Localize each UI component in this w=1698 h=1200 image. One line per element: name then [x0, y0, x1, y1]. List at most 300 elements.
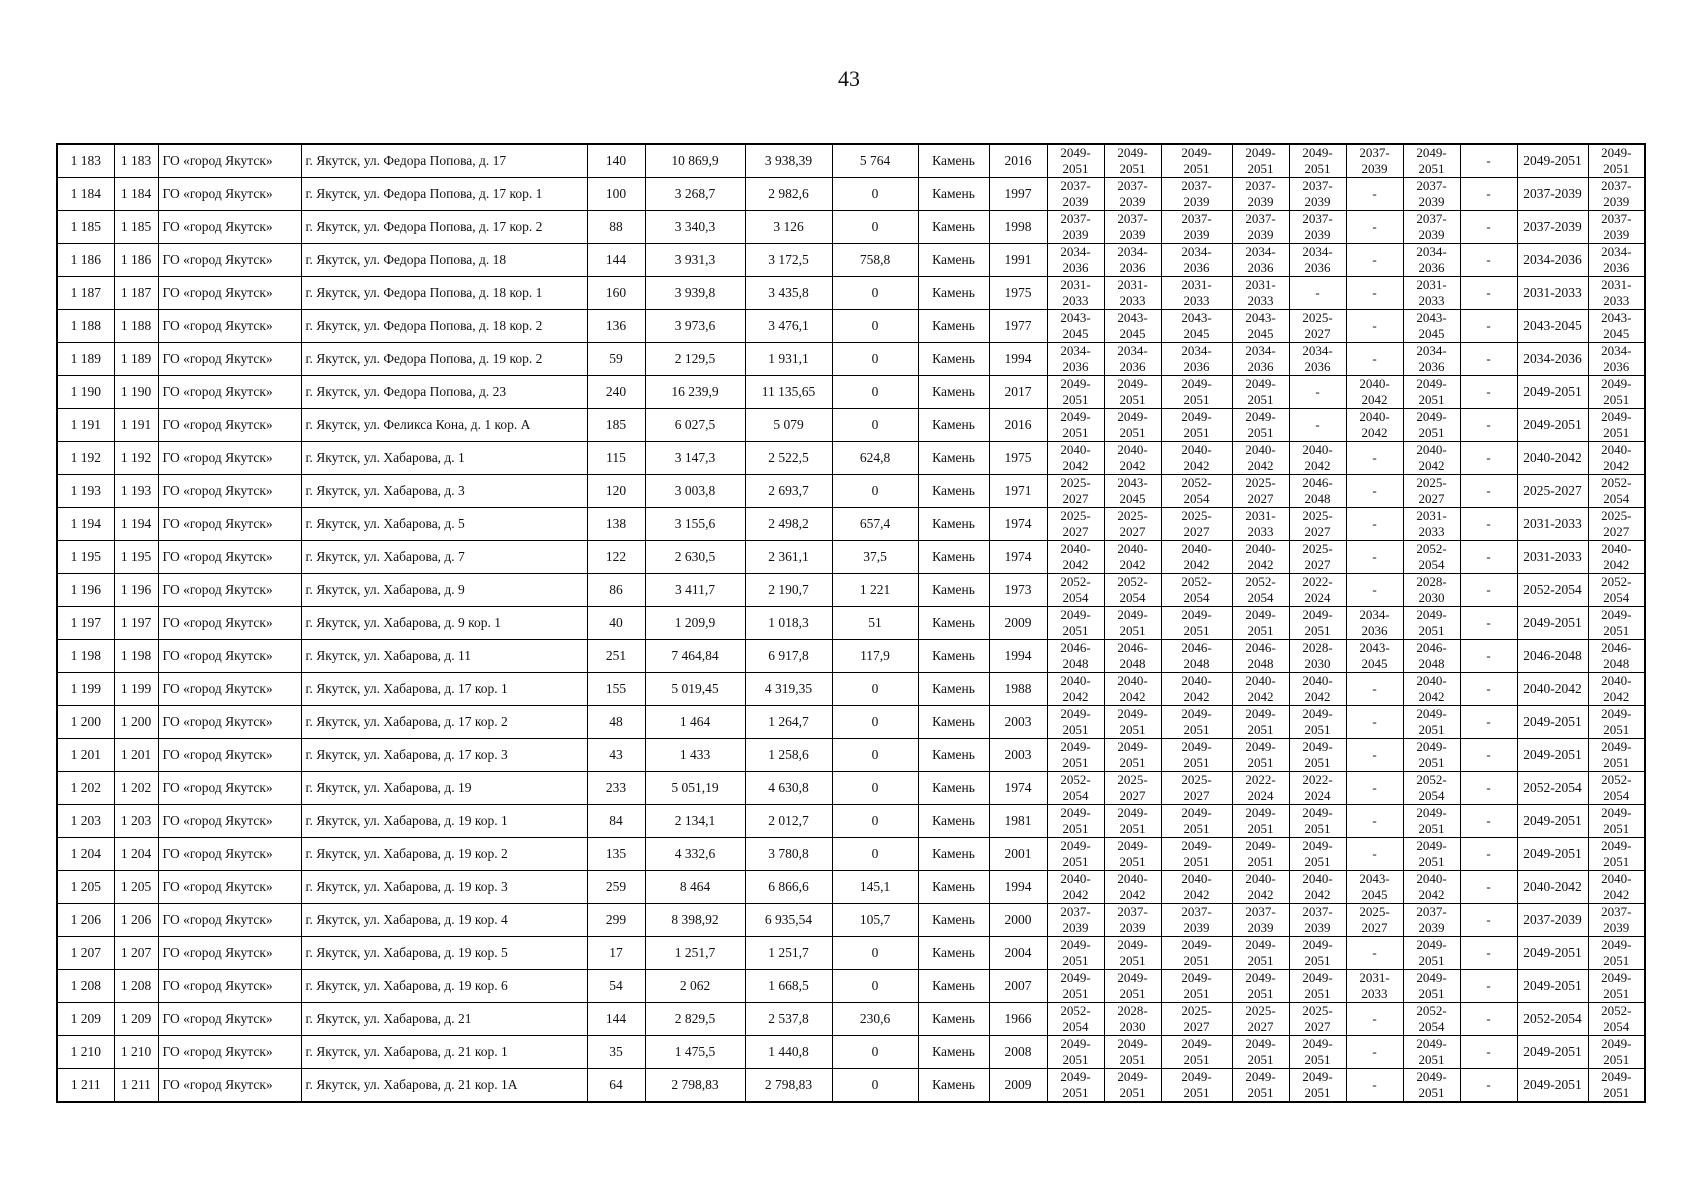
repair-period-2-cell: 2037- 2039 — [1104, 178, 1161, 211]
total-area-cell: 3 939,8 — [645, 277, 745, 310]
repair-period-3-cell: 2049- 2051 — [1161, 1036, 1232, 1069]
repair-period-8-cell: - — [1460, 838, 1517, 871]
wall-material-cell: Камень — [918, 409, 989, 442]
repair-period-9-cell: 2031-2033 — [1517, 541, 1588, 574]
total-area-cell: 10 869,9 — [645, 144, 745, 178]
repair-period-4-cell: 2040- 2042 — [1232, 871, 1289, 904]
repair-period-1-cell: 2040- 2042 — [1047, 871, 1104, 904]
repair-period-5-cell: 2049- 2051 — [1289, 739, 1346, 772]
repair-period-1-cell: 2049- 2051 — [1047, 805, 1104, 838]
repair-period-5-cell: - — [1289, 376, 1346, 409]
table-row — [57, 343, 1645, 376]
residents-cell: 135 — [587, 838, 645, 871]
repair-period-6-cell: - — [1346, 739, 1403, 772]
nonresidential-area-cell: 0 — [832, 772, 918, 805]
address-cell: г. Якутск, ул. Хабарова, д. 21 кор. 1 — [301, 1036, 587, 1069]
residential-area-cell: 2 537,8 — [745, 1003, 832, 1036]
table-row — [57, 277, 1645, 310]
nonresidential-area-cell: 0 — [832, 739, 918, 772]
address-cell: г. Якутск, ул. Хабарова, д. 17 кор. 2 — [301, 706, 587, 739]
housing-register-table — [56, 143, 1646, 1103]
repair-period-3-cell: 2052- 2054 — [1161, 475, 1232, 508]
repair-period-2-cell: 2043- 2045 — [1104, 475, 1161, 508]
residents-cell: 115 — [587, 442, 645, 475]
residents-cell: 48 — [587, 706, 645, 739]
nonresidential-area-cell: 0 — [832, 1069, 918, 1103]
repair-period-10-cell: 2052- 2054 — [1588, 574, 1645, 607]
repair-period-10-cell: 2049- 2051 — [1588, 805, 1645, 838]
repair-period-5-cell: - — [1289, 409, 1346, 442]
nonresidential-area-cell: 0 — [832, 673, 918, 706]
residents-cell: 140 — [587, 144, 645, 178]
municipality-cell: ГО «город Якутск» — [158, 640, 301, 673]
residential-area-cell: 2 361,1 — [745, 541, 832, 574]
year-built-cell: 2009 — [989, 607, 1047, 640]
residents-cell: 122 — [587, 541, 645, 574]
total-area-cell: 3 340,3 — [645, 211, 745, 244]
residential-area-cell: 2 498,2 — [745, 508, 832, 541]
residential-area-cell: 6 935,54 — [745, 904, 832, 937]
residential-area-cell: 2 693,7 — [745, 475, 832, 508]
repair-period-7-cell: 2040- 2042 — [1403, 871, 1460, 904]
repair-period-4-cell: 2037- 2039 — [1232, 211, 1289, 244]
house-number-cell: 1 194 — [114, 508, 158, 541]
total-area-cell: 2 062 — [645, 970, 745, 1003]
municipality-cell: ГО «город Якутск» — [158, 607, 301, 640]
repair-period-8-cell: - — [1460, 1003, 1517, 1036]
repair-period-9-cell: 2037-2039 — [1517, 178, 1588, 211]
year-built-cell: 1994 — [989, 871, 1047, 904]
municipality-cell: ГО «город Якутск» — [158, 442, 301, 475]
address-cell: г. Якутск, ул. Хабарова, д. 9 — [301, 574, 587, 607]
repair-period-9-cell: 2049-2051 — [1517, 970, 1588, 1003]
repair-period-6-cell: 2034- 2036 — [1346, 607, 1403, 640]
repair-period-6-cell: - — [1346, 1003, 1403, 1036]
nonresidential-area-cell: 0 — [832, 376, 918, 409]
residential-area-cell: 6 917,8 — [745, 640, 832, 673]
wall-material-cell: Камень — [918, 1069, 989, 1103]
residential-area-cell: 3 172,5 — [745, 244, 832, 277]
residents-cell: 259 — [587, 871, 645, 904]
table-row — [57, 937, 1645, 970]
wall-material-cell: Камень — [918, 541, 989, 574]
repair-period-4-cell: 2049- 2051 — [1232, 144, 1289, 178]
repair-period-2-cell: 2049- 2051 — [1104, 607, 1161, 640]
residential-area-cell: 2 190,7 — [745, 574, 832, 607]
repair-period-3-cell: 2040- 2042 — [1161, 541, 1232, 574]
residential-area-cell: 1 931,1 — [745, 343, 832, 376]
table-row — [57, 772, 1645, 805]
repair-period-3-cell: 2049- 2051 — [1161, 706, 1232, 739]
municipality-cell: ГО «город Якутск» — [158, 673, 301, 706]
municipality-cell: ГО «город Якутск» — [158, 970, 301, 1003]
repair-period-10-cell: 2049- 2051 — [1588, 409, 1645, 442]
repair-period-3-cell: 2049- 2051 — [1161, 805, 1232, 838]
repair-period-8-cell: - — [1460, 772, 1517, 805]
nonresidential-area-cell: 230,6 — [832, 1003, 918, 1036]
repair-period-8-cell: - — [1460, 409, 1517, 442]
repair-period-3-cell: 2031- 2033 — [1161, 277, 1232, 310]
repair-period-9-cell: 2040-2042 — [1517, 871, 1588, 904]
nonresidential-area-cell: 5 764 — [832, 144, 918, 178]
repair-period-7-cell: 2049- 2051 — [1403, 937, 1460, 970]
residential-area-cell: 1 018,3 — [745, 607, 832, 640]
repair-period-6-cell: 2040- 2042 — [1346, 409, 1403, 442]
house-number-cell: 1 191 — [114, 409, 158, 442]
row-number-cell: 1 211 — [57, 1069, 114, 1103]
repair-period-2-cell: 2025- 2027 — [1104, 508, 1161, 541]
municipality-cell: ГО «город Якутск» — [158, 1003, 301, 1036]
repair-period-7-cell: 2031- 2033 — [1403, 277, 1460, 310]
address-cell: г. Якутск, ул. Хабарова, д. 19 кор. 1 — [301, 805, 587, 838]
municipality-cell: ГО «город Якутск» — [158, 508, 301, 541]
address-cell: г. Якутск, ул. Феликса Кона, д. 1 кор. А — [301, 409, 587, 442]
repair-period-3-cell: 2040- 2042 — [1161, 871, 1232, 904]
repair-period-9-cell: 2037-2039 — [1517, 211, 1588, 244]
residents-cell: 40 — [587, 607, 645, 640]
year-built-cell: 1975 — [989, 277, 1047, 310]
row-number-cell: 1 190 — [57, 376, 114, 409]
residential-area-cell: 5 079 — [745, 409, 832, 442]
repair-period-5-cell: 2037- 2039 — [1289, 211, 1346, 244]
municipality-cell: ГО «город Якутск» — [158, 343, 301, 376]
repair-period-5-cell: 2040- 2042 — [1289, 673, 1346, 706]
wall-material-cell: Камень — [918, 310, 989, 343]
repair-period-3-cell: 2049- 2051 — [1161, 970, 1232, 1003]
repair-period-7-cell: 2037- 2039 — [1403, 904, 1460, 937]
repair-period-7-cell: 2034- 2036 — [1403, 343, 1460, 376]
total-area-cell: 3 931,3 — [645, 244, 745, 277]
repair-period-2-cell: 2052- 2054 — [1104, 574, 1161, 607]
house-number-cell: 1 190 — [114, 376, 158, 409]
repair-period-8-cell: - — [1460, 574, 1517, 607]
table-row — [57, 442, 1645, 475]
repair-period-5-cell: 2034- 2036 — [1289, 343, 1346, 376]
repair-period-1-cell: 2052- 2054 — [1047, 1003, 1104, 1036]
table-row — [57, 706, 1645, 739]
house-number-cell: 1 201 — [114, 739, 158, 772]
repair-period-3-cell: 2040- 2042 — [1161, 673, 1232, 706]
residents-cell: 100 — [587, 178, 645, 211]
repair-period-2-cell: 2031- 2033 — [1104, 277, 1161, 310]
repair-period-10-cell: 2025- 2027 — [1588, 508, 1645, 541]
repair-period-9-cell: 2049-2051 — [1517, 805, 1588, 838]
residents-cell: 240 — [587, 376, 645, 409]
repair-period-6-cell: - — [1346, 211, 1403, 244]
wall-material-cell: Камень — [918, 1036, 989, 1069]
municipality-cell: ГО «город Якутск» — [158, 475, 301, 508]
repair-period-3-cell: 2049- 2051 — [1161, 144, 1232, 178]
repair-period-4-cell: 2037- 2039 — [1232, 904, 1289, 937]
year-built-cell: 1994 — [989, 343, 1047, 376]
repair-period-1-cell: 2025- 2027 — [1047, 508, 1104, 541]
address-cell: г. Якутск, ул. Хабарова, д. 19 кор. 6 — [301, 970, 587, 1003]
wall-material-cell: Камень — [918, 871, 989, 904]
year-built-cell: 1998 — [989, 211, 1047, 244]
repair-period-9-cell: 2031-2033 — [1517, 277, 1588, 310]
repair-period-1-cell: 2025- 2027 — [1047, 475, 1104, 508]
total-area-cell: 5 019,45 — [645, 673, 745, 706]
row-number-cell: 1 196 — [57, 574, 114, 607]
repair-period-2-cell: 2040- 2042 — [1104, 871, 1161, 904]
address-cell: г. Якутск, ул. Хабарова, д. 19 кор. 2 — [301, 838, 587, 871]
repair-period-3-cell: 2049- 2051 — [1161, 937, 1232, 970]
residential-area-cell: 2 798,83 — [745, 1069, 832, 1103]
house-number-cell: 1 193 — [114, 475, 158, 508]
municipality-cell: ГО «город Якутск» — [158, 244, 301, 277]
repair-period-6-cell: - — [1346, 475, 1403, 508]
house-number-cell: 1 195 — [114, 541, 158, 574]
wall-material-cell: Камень — [918, 442, 989, 475]
residents-cell: 86 — [587, 574, 645, 607]
repair-period-3-cell: 2025- 2027 — [1161, 772, 1232, 805]
repair-period-5-cell: 2049- 2051 — [1289, 1069, 1346, 1103]
residential-area-cell: 2 982,6 — [745, 178, 832, 211]
repair-period-10-cell: 2052- 2054 — [1588, 772, 1645, 805]
repair-period-8-cell: - — [1460, 442, 1517, 475]
repair-period-7-cell: 2049- 2051 — [1403, 607, 1460, 640]
house-number-cell: 1 196 — [114, 574, 158, 607]
repair-period-6-cell: 2031- 2033 — [1346, 970, 1403, 1003]
repair-period-5-cell: 2049- 2051 — [1289, 970, 1346, 1003]
repair-period-1-cell: 2049- 2051 — [1047, 607, 1104, 640]
table-row — [57, 508, 1645, 541]
address-cell: г. Якутск, ул. Хабарова, д. 9 кор. 1 — [301, 607, 587, 640]
row-number-cell: 1 198 — [57, 640, 114, 673]
nonresidential-area-cell: 0 — [832, 970, 918, 1003]
house-number-cell: 1 186 — [114, 244, 158, 277]
residents-cell: 155 — [587, 673, 645, 706]
repair-period-2-cell: 2049- 2051 — [1104, 1036, 1161, 1069]
total-area-cell: 4 332,6 — [645, 838, 745, 871]
repair-period-10-cell: 2052- 2054 — [1588, 475, 1645, 508]
repair-period-4-cell: 2049- 2051 — [1232, 607, 1289, 640]
municipality-cell: ГО «город Якутск» — [158, 178, 301, 211]
residents-cell: 185 — [587, 409, 645, 442]
municipality-cell: ГО «город Якутск» — [158, 376, 301, 409]
repair-period-3-cell: 2046- 2048 — [1161, 640, 1232, 673]
repair-period-9-cell: 2034-2036 — [1517, 343, 1588, 376]
repair-period-3-cell: 2037- 2039 — [1161, 211, 1232, 244]
repair-period-1-cell: 2034- 2036 — [1047, 244, 1104, 277]
table-row — [57, 739, 1645, 772]
repair-period-4-cell: 2022- 2024 — [1232, 772, 1289, 805]
repair-period-8-cell: - — [1460, 673, 1517, 706]
repair-period-2-cell: 2046- 2048 — [1104, 640, 1161, 673]
repair-period-7-cell: 2025- 2027 — [1403, 475, 1460, 508]
table-row — [57, 574, 1645, 607]
residential-area-cell: 4 630,8 — [745, 772, 832, 805]
repair-period-10-cell: 2040- 2042 — [1588, 541, 1645, 574]
repair-period-9-cell: 2049-2051 — [1517, 937, 1588, 970]
year-built-cell: 2004 — [989, 937, 1047, 970]
table-row — [57, 838, 1645, 871]
wall-material-cell: Камень — [918, 244, 989, 277]
total-area-cell: 16 239,9 — [645, 376, 745, 409]
address-cell: г. Якутск, ул. Хабарова, д. 19 — [301, 772, 587, 805]
repair-period-10-cell: 2049- 2051 — [1588, 937, 1645, 970]
repair-period-3-cell: 2025- 2027 — [1161, 1003, 1232, 1036]
wall-material-cell: Камень — [918, 640, 989, 673]
table-row — [57, 640, 1645, 673]
repair-period-7-cell: 2040- 2042 — [1403, 442, 1460, 475]
repair-period-1-cell: 2049- 2051 — [1047, 376, 1104, 409]
nonresidential-area-cell: 0 — [832, 706, 918, 739]
repair-period-6-cell: - — [1346, 541, 1403, 574]
house-number-cell: 1 184 — [114, 178, 158, 211]
address-cell: г. Якутск, ул. Федора Попова, д. 18 кор. 2 — [301, 310, 587, 343]
house-number-cell: 1 192 — [114, 442, 158, 475]
table-row — [57, 211, 1645, 244]
repair-period-4-cell: 2031- 2033 — [1232, 277, 1289, 310]
wall-material-cell: Камень — [918, 904, 989, 937]
repair-period-2-cell: 2049- 2051 — [1104, 739, 1161, 772]
repair-period-6-cell: - — [1346, 1036, 1403, 1069]
repair-period-8-cell: - — [1460, 178, 1517, 211]
year-built-cell: 1974 — [989, 508, 1047, 541]
repair-period-9-cell: 2049-2051 — [1517, 607, 1588, 640]
wall-material-cell: Камень — [918, 343, 989, 376]
repair-period-7-cell: 2037- 2039 — [1403, 211, 1460, 244]
repair-period-9-cell: 2049-2051 — [1517, 838, 1588, 871]
repair-period-3-cell: 2040- 2042 — [1161, 442, 1232, 475]
year-built-cell: 1988 — [989, 673, 1047, 706]
residential-area-cell: 1 440,8 — [745, 1036, 832, 1069]
repair-period-5-cell: 2037- 2039 — [1289, 904, 1346, 937]
wall-material-cell: Камень — [918, 673, 989, 706]
house-number-cell: 1 189 — [114, 343, 158, 376]
row-number-cell: 1 200 — [57, 706, 114, 739]
repair-period-2-cell: 2049- 2051 — [1104, 805, 1161, 838]
repair-period-4-cell: 2049- 2051 — [1232, 937, 1289, 970]
repair-period-5-cell: 2040- 2042 — [1289, 442, 1346, 475]
nonresidential-area-cell: 0 — [832, 937, 918, 970]
wall-material-cell: Камень — [918, 376, 989, 409]
row-number-cell: 1 206 — [57, 904, 114, 937]
row-number-cell: 1 197 — [57, 607, 114, 640]
row-number-cell: 1 188 — [57, 310, 114, 343]
repair-period-7-cell: 2049- 2051 — [1403, 706, 1460, 739]
nonresidential-area-cell: 0 — [832, 838, 918, 871]
wall-material-cell: Камень — [918, 937, 989, 970]
house-number-cell: 1 197 — [114, 607, 158, 640]
address-cell: г. Якутск, ул. Хабарова, д. 17 кор. 1 — [301, 673, 587, 706]
repair-period-1-cell: 2046- 2048 — [1047, 640, 1104, 673]
table-row — [57, 970, 1645, 1003]
repair-period-10-cell: 2037- 2039 — [1588, 211, 1645, 244]
wall-material-cell: Камень — [918, 574, 989, 607]
repair-period-7-cell: 2052- 2054 — [1403, 541, 1460, 574]
repair-period-1-cell: 2049- 2051 — [1047, 937, 1104, 970]
municipality-cell: ГО «город Якутск» — [158, 838, 301, 871]
address-cell: г. Якутск, ул. Хабарова, д. 19 кор. 4 — [301, 904, 587, 937]
address-cell: г. Якутск, ул. Федора Попова, д. 17 кор. 1 — [301, 178, 587, 211]
house-number-cell: 1 183 — [114, 144, 158, 178]
repair-period-9-cell: 2052-2054 — [1517, 574, 1588, 607]
wall-material-cell: Камень — [918, 838, 989, 871]
nonresidential-area-cell: 0 — [832, 409, 918, 442]
repair-period-8-cell: - — [1460, 607, 1517, 640]
address-cell: г. Якутск, ул. Хабарова, д. 17 кор. 3 — [301, 739, 587, 772]
house-number-cell: 1 203 — [114, 805, 158, 838]
row-number-cell: 1 208 — [57, 970, 114, 1003]
year-built-cell: 1977 — [989, 310, 1047, 343]
year-built-cell: 2016 — [989, 409, 1047, 442]
row-number-cell: 1 205 — [57, 871, 114, 904]
row-number-cell: 1 210 — [57, 1036, 114, 1069]
repair-period-4-cell: 2046- 2048 — [1232, 640, 1289, 673]
repair-period-2-cell: 2037- 2039 — [1104, 904, 1161, 937]
address-cell: г. Якутск, ул. Хабарова, д. 21 — [301, 1003, 587, 1036]
repair-period-2-cell: 2043- 2045 — [1104, 310, 1161, 343]
repair-period-4-cell: 2025- 2027 — [1232, 475, 1289, 508]
repair-period-1-cell: 2049- 2051 — [1047, 409, 1104, 442]
wall-material-cell: Камень — [918, 805, 989, 838]
year-built-cell: 1966 — [989, 1003, 1047, 1036]
house-number-cell: 1 209 — [114, 1003, 158, 1036]
house-number-cell: 1 206 — [114, 904, 158, 937]
repair-period-6-cell: - — [1346, 442, 1403, 475]
repair-period-1-cell: 2052- 2054 — [1047, 574, 1104, 607]
residents-cell: 88 — [587, 211, 645, 244]
repair-period-5-cell: 2022- 2024 — [1289, 574, 1346, 607]
repair-period-4-cell: 2043- 2045 — [1232, 310, 1289, 343]
repair-period-10-cell: 2049- 2051 — [1588, 376, 1645, 409]
repair-period-10-cell: 2037- 2039 — [1588, 904, 1645, 937]
repair-period-5-cell: 2037- 2039 — [1289, 178, 1346, 211]
residential-area-cell: 6 866,6 — [745, 871, 832, 904]
repair-period-10-cell: 2049- 2051 — [1588, 706, 1645, 739]
repair-period-10-cell: 2052- 2054 — [1588, 1003, 1645, 1036]
repair-period-4-cell: 2049- 2051 — [1232, 1069, 1289, 1103]
repair-period-7-cell: 2034- 2036 — [1403, 244, 1460, 277]
municipality-cell: ГО «город Якутск» — [158, 277, 301, 310]
repair-period-7-cell: 2028- 2030 — [1403, 574, 1460, 607]
total-area-cell: 2 829,5 — [645, 1003, 745, 1036]
row-number-cell: 1 194 — [57, 508, 114, 541]
repair-period-10-cell: 2031- 2033 — [1588, 277, 1645, 310]
residents-cell: 35 — [587, 1036, 645, 1069]
total-area-cell: 1 475,5 — [645, 1036, 745, 1069]
repair-period-2-cell: 2025- 2027 — [1104, 772, 1161, 805]
wall-material-cell: Камень — [918, 475, 989, 508]
year-built-cell: 1975 — [989, 442, 1047, 475]
residents-cell: 233 — [587, 772, 645, 805]
repair-period-6-cell: - — [1346, 508, 1403, 541]
nonresidential-area-cell: 624,8 — [832, 442, 918, 475]
repair-period-4-cell: 2049- 2051 — [1232, 1036, 1289, 1069]
row-number-cell: 1 183 — [57, 144, 114, 178]
repair-period-5-cell: 2025- 2027 — [1289, 508, 1346, 541]
residents-cell: 144 — [587, 1003, 645, 1036]
repair-period-3-cell: 2049- 2051 — [1161, 1069, 1232, 1103]
row-number-cell: 1 184 — [57, 178, 114, 211]
residential-area-cell: 1 668,5 — [745, 970, 832, 1003]
repair-period-6-cell: - — [1346, 574, 1403, 607]
table-row — [57, 607, 1645, 640]
repair-period-3-cell: 2049- 2051 — [1161, 409, 1232, 442]
repair-period-4-cell: 2049- 2051 — [1232, 409, 1289, 442]
address-cell: г. Якутск, ул. Федора Попова, д. 17 — [301, 144, 587, 178]
wall-material-cell: Камень — [918, 211, 989, 244]
repair-period-2-cell: 2034- 2036 — [1104, 343, 1161, 376]
municipality-cell: ГО «город Якутск» — [158, 1069, 301, 1103]
address-cell: г. Якутск, ул. Федора Попова, д. 23 — [301, 376, 587, 409]
repair-period-4-cell: 2040- 2042 — [1232, 442, 1289, 475]
wall-material-cell: Камень — [918, 277, 989, 310]
house-number-cell: 1 204 — [114, 838, 158, 871]
repair-period-4-cell: 2025- 2027 — [1232, 1003, 1289, 1036]
